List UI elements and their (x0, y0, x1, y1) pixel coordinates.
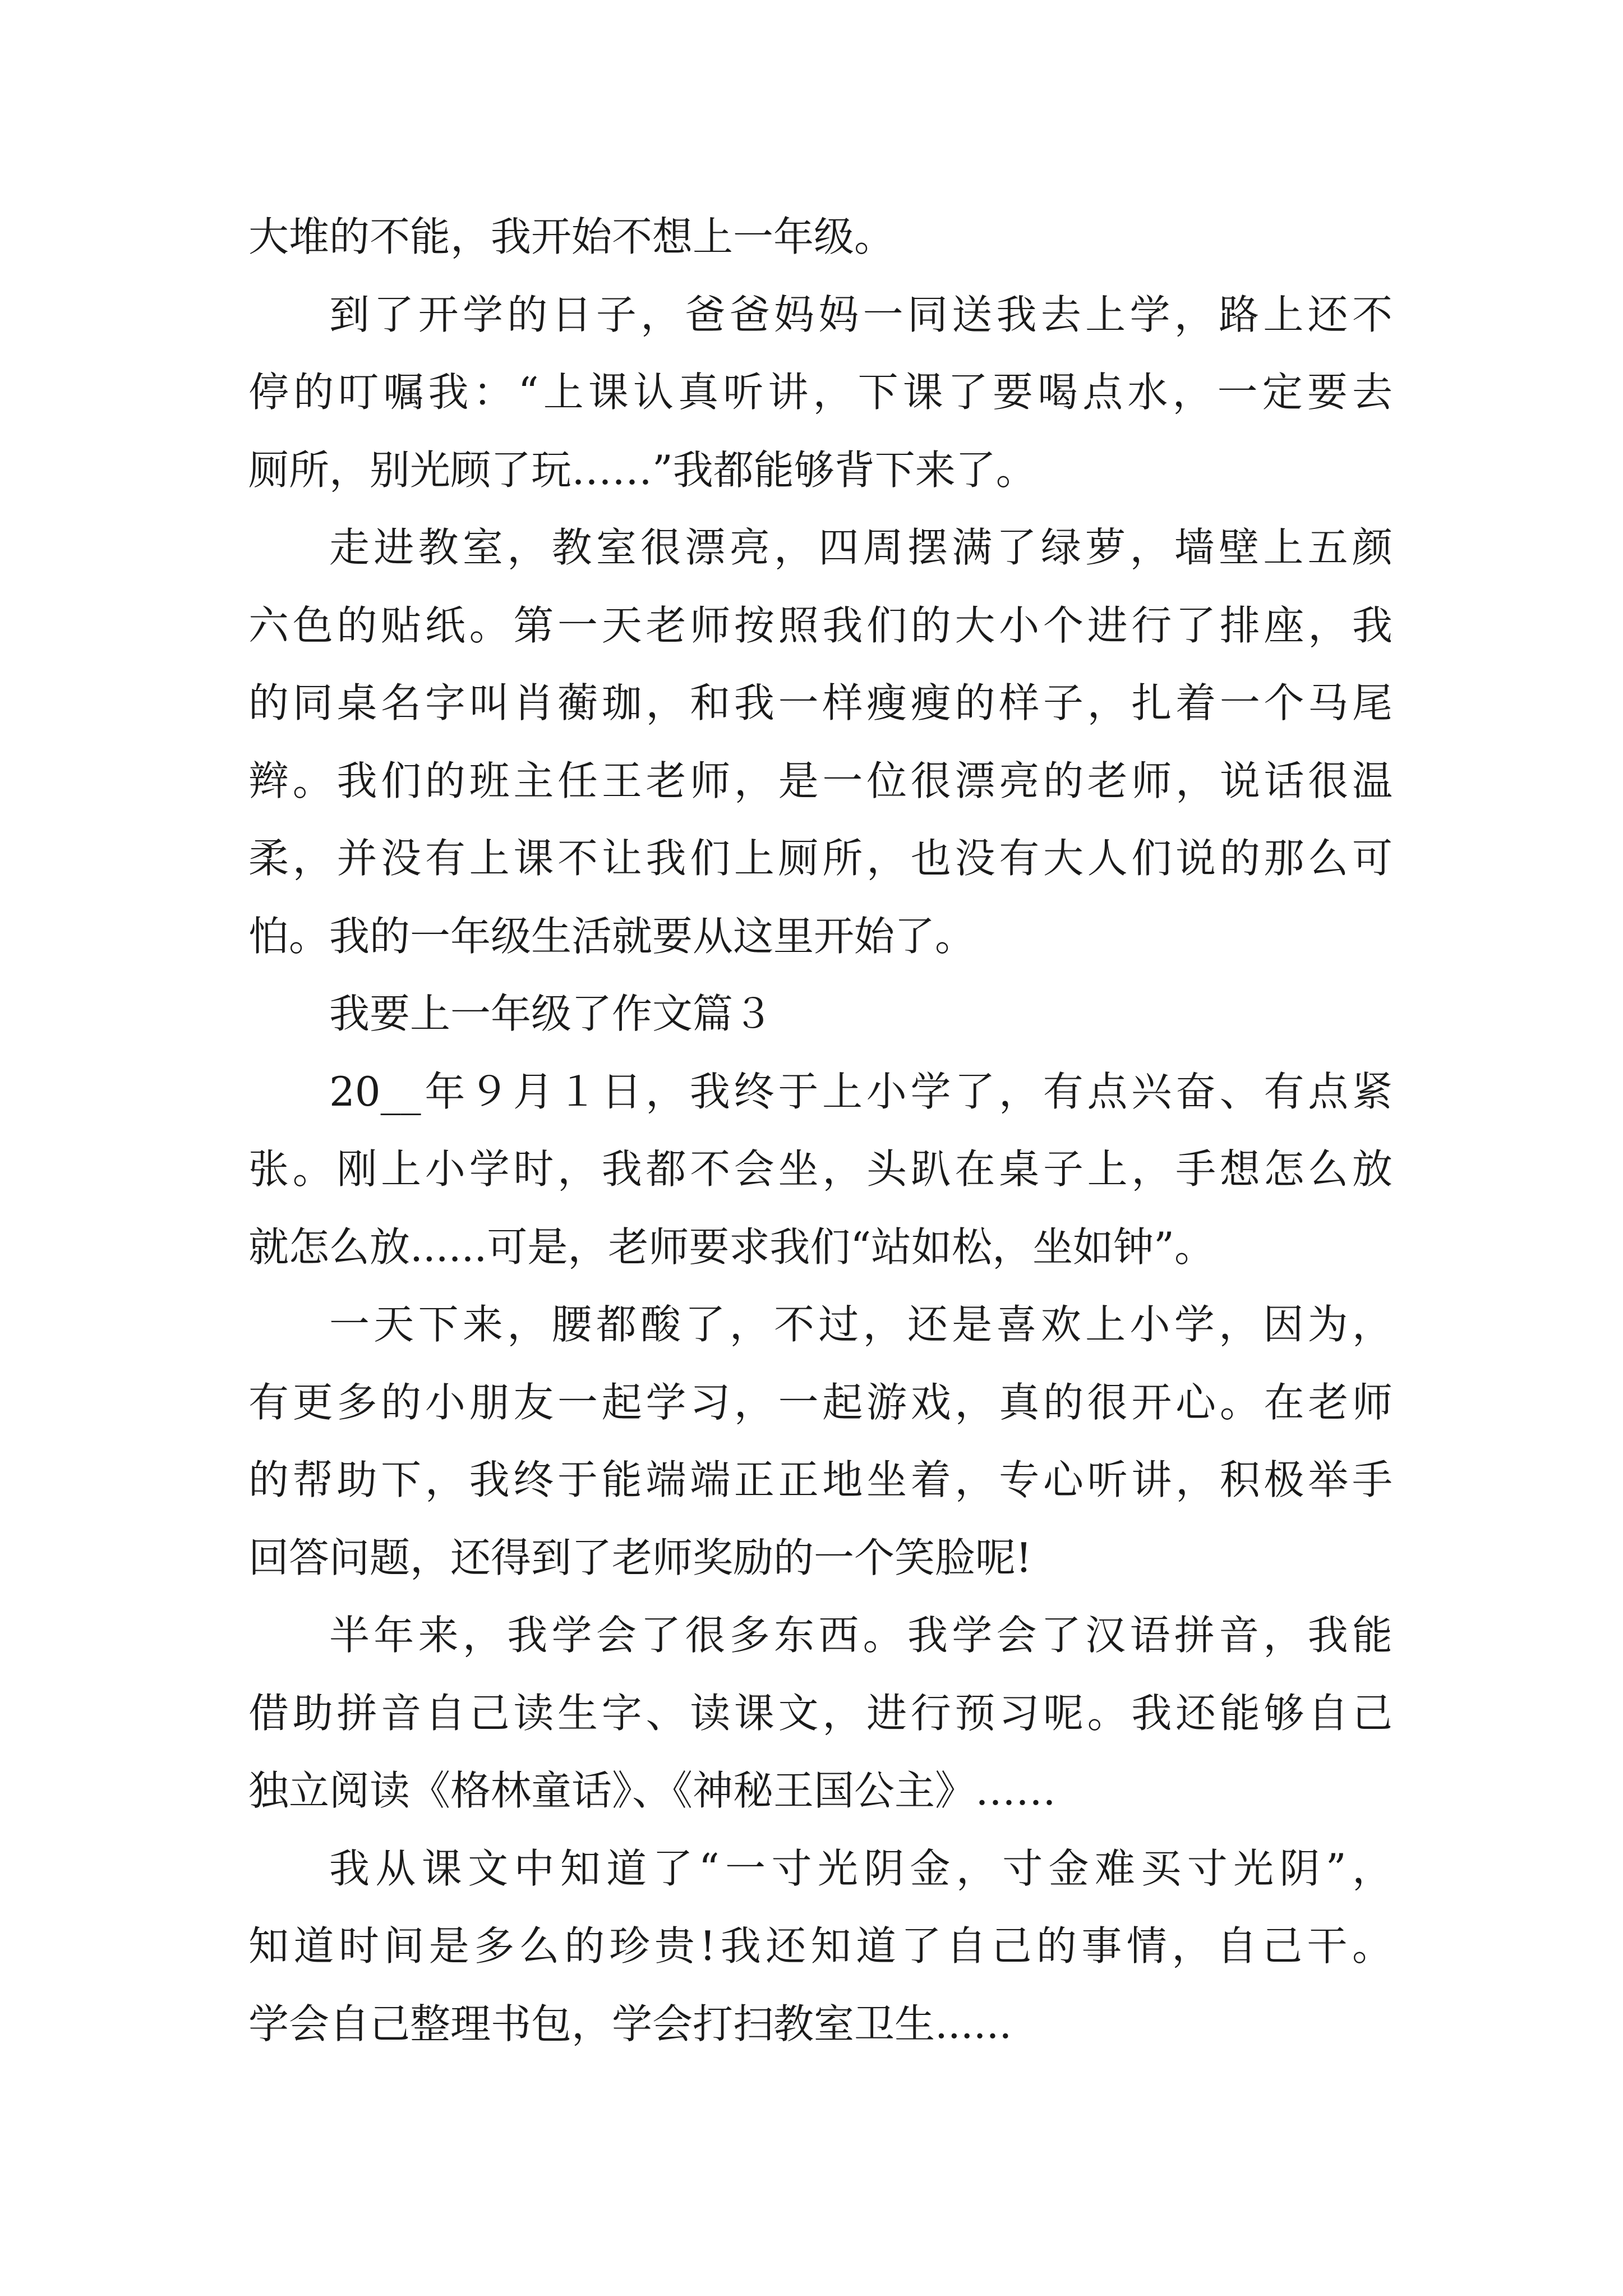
text-line: 的帮助下，我终于能端端正正地坐着，专心听讲，积极举手 (248, 1456, 1393, 1503)
document-body (248, 198, 1393, 2063)
paragraph (248, 509, 1393, 975)
text-line: 走进教室，教室很漂亮，四周摆满了绿萝，墙壁上五颜 (329, 524, 1393, 571)
text-line: 张。刚上小学时，我都不会坐，头趴在桌子上，手想怎么放 (248, 1145, 1393, 1193)
text-line: 到了开学的日子，爸爸妈妈一同送我去上学，路上还不 (329, 291, 1393, 338)
paragraph (248, 1830, 1393, 2063)
text-line: 六色的贴纸。第一天老师按照我们的大小个进行了排座，我 (248, 601, 1393, 649)
text-line: 有更多的小朋友一起学习，一起游戏，真的很开心。在老师 (248, 1378, 1393, 1426)
text-line: 大堆的不能，我开始不想上一年级。 (248, 213, 895, 260)
text-line: 我从课文中知道了“一寸光阴金，寸金难买寸光阴”， (329, 1844, 1393, 1892)
text-line: 辫。我们的班主任王老师，是一位很漂亮的老师，说话很温 (248, 757, 1393, 804)
paragraph (248, 1053, 1393, 1286)
text-line: 的同桌名字叫肖蘅珈，和我一样瘦瘦的样子，扎着一个马尾 (248, 679, 1393, 726)
text-line: 一天下来，腰都酸了，不过，还是喜欢上小学，因为， (329, 1301, 1393, 1348)
text-line: 柔，并没有上课不让我们上厕所，也没有大人们说的那么可 (248, 835, 1393, 882)
text-line: 回答问题，还得到了老师奖励的一个笑脸呢! (248, 1534, 1032, 1581)
text-line: 学会自己整理书包，学会打扫教室卫生...... (248, 2000, 1012, 2047)
paragraph (248, 276, 1393, 509)
paragraph (248, 198, 1393, 276)
text-line: 知道时间是多么的珍贵!我还知道了自己的事情，自己干。 (248, 1922, 1393, 1970)
paragraph (248, 1596, 1393, 1830)
text-line: 厕所，别光顾了玩……”我都能够背下来了。 (248, 446, 1036, 494)
text-line: 半年来，我学会了很多东西。我学会了汉语拼音，我能 (329, 1612, 1393, 1659)
text-line: 独立阅读《格林童话》、《神秘王国公主》…… (248, 1767, 1057, 1814)
text-line: 就怎么放......可是，老师要求我们“站如松，坐如钟”。 (248, 1223, 1215, 1271)
text-line: 怕。我的一年级生活就要从这里开始了。 (248, 912, 976, 960)
heading-line: 我要上一年级了作文篇３ (329, 990, 774, 1037)
text-line: 停的叮嘱我：“上课认真听讲，下课了要喝点水，一定要去 (248, 369, 1393, 416)
text-line: 20__年９月１日，我终于上小学了，有点兴奋、有点紧 (329, 1068, 1393, 1115)
section-heading (248, 975, 1393, 1053)
paragraph (248, 1286, 1393, 1596)
text-line: 借助拼音自己读生字、读课文，进行预习呢。我还能够自己 (248, 1689, 1393, 1737)
